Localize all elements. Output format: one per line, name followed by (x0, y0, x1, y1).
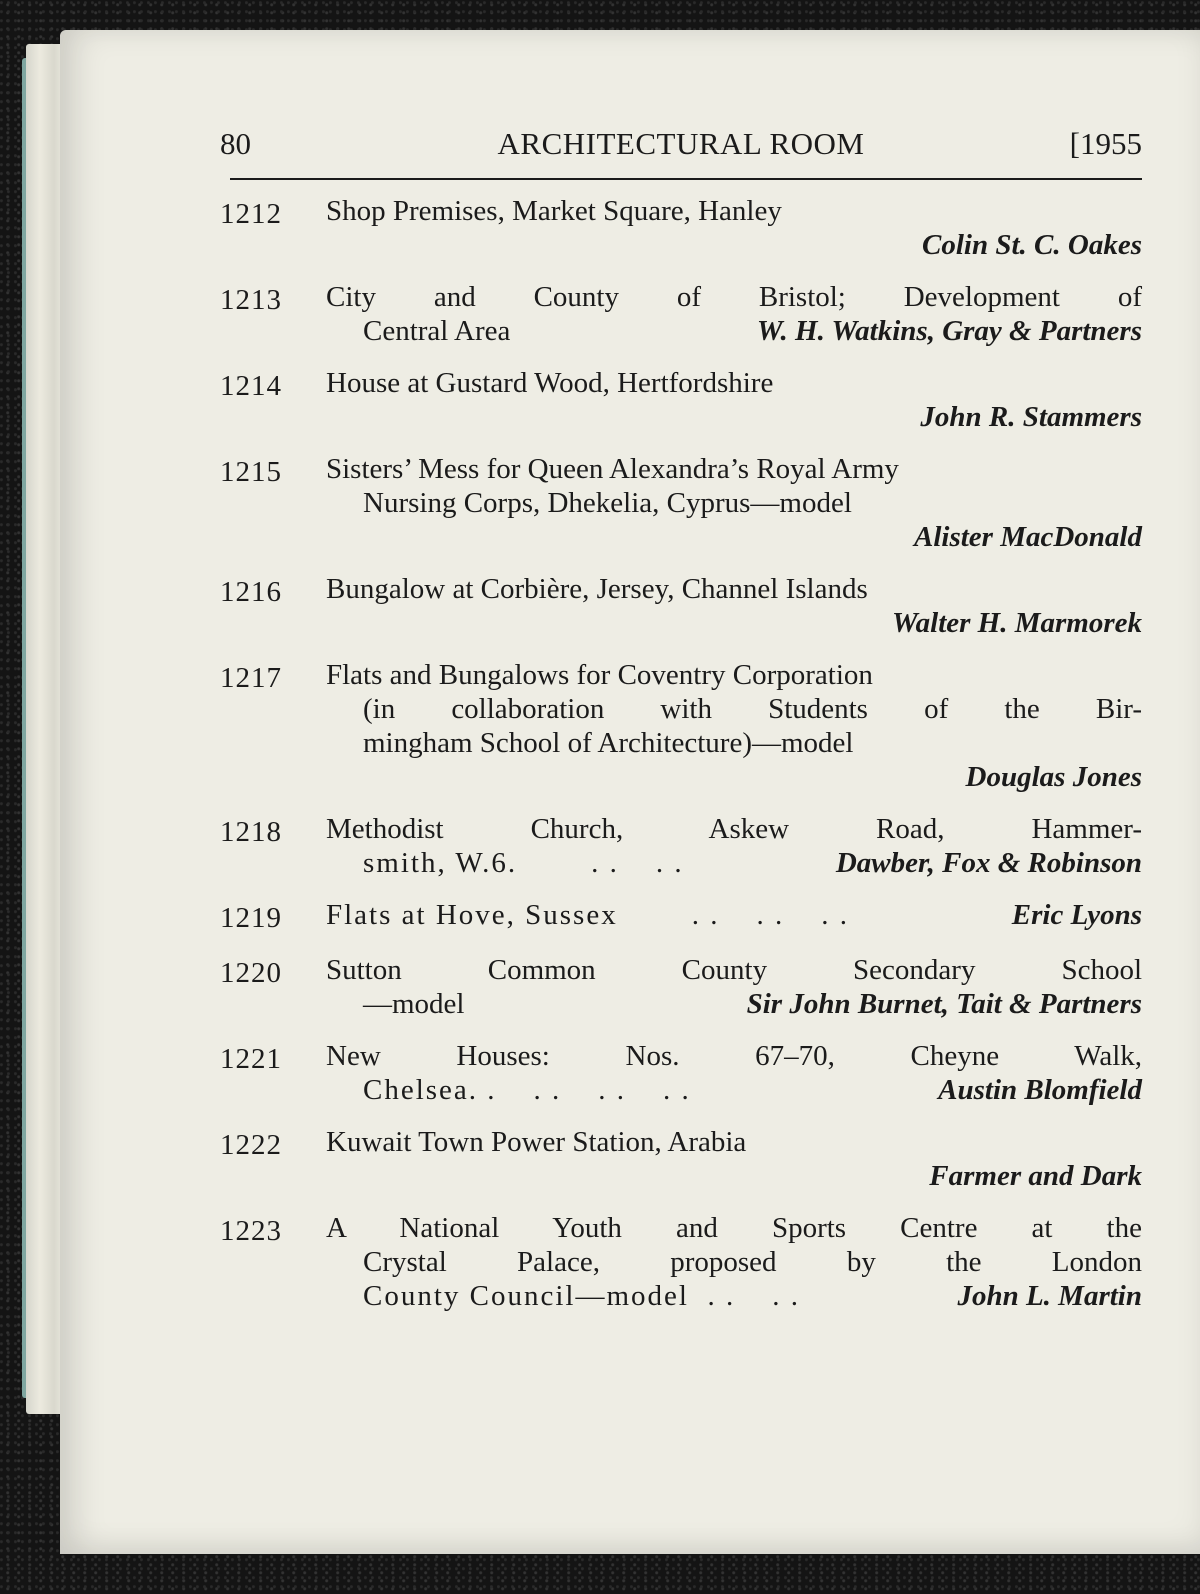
entry-title-line: Sutton Common County Secondary School (326, 954, 1142, 986)
header-year: [1955 (1069, 126, 1142, 161)
entry-last-line (326, 1279, 1142, 1313)
entry-number: 1221 (220, 1043, 282, 1075)
entry-title-line: mingham School of Architecture)—model (363, 727, 854, 759)
running-title: ARCHITECTURAL ROOM (497, 126, 865, 161)
catalogue-entry (220, 452, 1142, 554)
entry-title-line: Kuwait Town Power Station, Arabia (326, 1126, 747, 1158)
entry-title-line: Flats and Bungalows for Coventry Corporation (326, 659, 873, 691)
entry-architect: John R. Stammers (920, 401, 1142, 433)
catalogue-entry (220, 658, 1142, 794)
entry-title-line: Sisters’ Mess for Queen Alexandra’s Royal Army (326, 453, 899, 485)
catalogue-entry (220, 812, 1142, 880)
entry-architect: Sir John Burnet, Tait & Partners (746, 988, 1142, 1020)
entry-number: 1214 (220, 370, 282, 402)
entry-number: 1219 (220, 902, 282, 934)
catalogue-entry (220, 1211, 1142, 1313)
entry-number: 1222 (220, 1129, 282, 1161)
entry-architect: Farmer and Dark (929, 1160, 1142, 1192)
catalogue-entry (220, 1125, 1142, 1193)
entry-architect: W. H. Watkins, Gray & Partners (756, 315, 1142, 347)
entry-title-line: smith, W.6. . . . . (363, 847, 684, 879)
entry-title-line: Shop Premises, Market Square, Hanley (326, 195, 782, 227)
entry-number: 1220 (220, 957, 282, 989)
entry-architect: Walter H. Marmorek (892, 607, 1142, 639)
page-number: 80 (220, 126, 251, 161)
catalogue-entry (220, 366, 1142, 434)
catalogue-entry (220, 898, 1142, 935)
entry-title-line: Flats at Hove, Sussex . . . . . . (326, 899, 849, 931)
entry-title-line: Bungalow at Corbière, Jersey, Channel Islands (326, 573, 868, 605)
catalogue-entry (220, 1039, 1142, 1107)
entry-number: 1215 (220, 456, 282, 488)
entry-title-line: Chelsea. . . . . . . . (363, 1074, 691, 1106)
entry-last-line (326, 898, 1142, 932)
entry-architect: Austin Blomfield (938, 1074, 1142, 1106)
entry-architect: Colin St. C. Oakes (922, 229, 1142, 261)
entry-number: 1216 (220, 576, 282, 608)
entry-number: 1217 (220, 662, 282, 694)
catalogue-entries (220, 194, 1142, 1313)
entry-number: 1213 (220, 284, 282, 316)
entry-title-line: Nursing Corps, Dhekelia, Cyprus—model (363, 487, 852, 519)
entry-title-line: Central Area (363, 315, 511, 347)
entry-architect: Dawber, Fox & Robinson (835, 847, 1142, 879)
entry-title-line: Crystal Palace, proposed by the London (363, 1246, 1142, 1278)
catalogue-entry (220, 953, 1142, 1021)
entry-title-line: City and County of Bristol; Development of (326, 281, 1142, 313)
entry-architect: Alister MacDonald (914, 521, 1142, 553)
catalogue-entry (220, 572, 1142, 640)
catalogue-entry (220, 194, 1142, 262)
entry-last-line (326, 1073, 1142, 1107)
entry-title-line: New Houses: Nos. 67–70, Cheyne Walk, (326, 1040, 1142, 1072)
entry-title-line: (in collaboration with Students of the Bir- (363, 693, 1142, 725)
entry-title-line: Methodist Church, Askew Road, Hammer- (326, 813, 1142, 845)
entry-architect: John L. Martin (957, 1280, 1142, 1312)
entry-last-line (326, 987, 1142, 1021)
header-rule (230, 178, 1142, 180)
entry-number: 1218 (220, 816, 282, 848)
page-header (220, 118, 1142, 172)
entry-title-line: A National Youth and Sports Centre at the (326, 1212, 1142, 1244)
entry-number: 1212 (220, 198, 282, 230)
entry-architect: Eric Lyons (1011, 899, 1142, 931)
entry-title-line: House at Gustard Wood, Hertfordshire (326, 367, 774, 399)
entry-title-line: County Council—model . . . . (363, 1280, 800, 1312)
entry-architect: Douglas Jones (965, 761, 1142, 793)
page-content (220, 118, 1142, 1331)
catalogue-entry (220, 280, 1142, 348)
entry-last-line (326, 314, 1142, 348)
entry-title-line: —model (363, 988, 465, 1020)
entry-last-line (326, 846, 1142, 880)
entry-number: 1223 (220, 1215, 282, 1247)
